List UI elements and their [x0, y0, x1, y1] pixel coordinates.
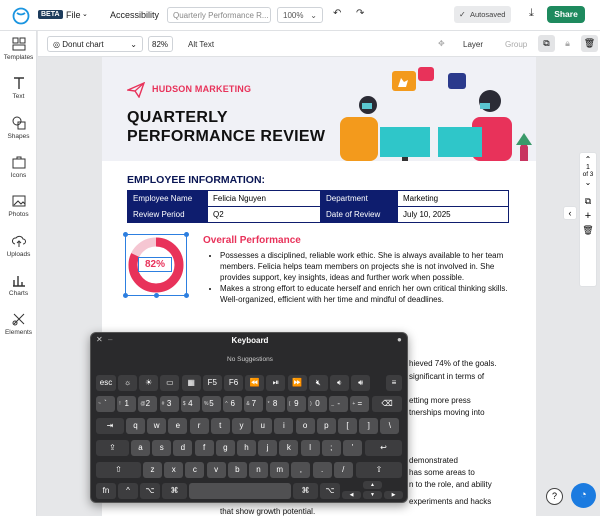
uploads-icon — [12, 234, 26, 248]
key-7[interactable]: & 7 — [244, 396, 263, 412]
suggestions-bar: No Suggestions — [227, 356, 273, 363]
page-up-icon[interactable]: ⌃ — [584, 155, 592, 164]
shift-right-icon[interactable]: ⇧ — [356, 462, 402, 478]
layer-button[interactable]: Layer — [463, 40, 484, 49]
resize-handle[interactable] — [123, 232, 128, 237]
table-cell: Review Period — [128, 207, 208, 223]
check-circle-icon: ✓ — [459, 10, 466, 19]
sidebar-item-label: Templates — [3, 54, 34, 61]
key-3[interactable]: # 3 — [160, 396, 179, 412]
page-down-icon[interactable]: ⌄ — [584, 178, 592, 187]
add-page-icon[interactable]: + — [584, 210, 592, 222]
help-icon[interactable]: ? — [546, 488, 563, 505]
esc-key[interactable]: esc — [96, 375, 116, 391]
brightness-up-icon[interactable]: ☀ — [139, 375, 158, 391]
key-q[interactable]: q — [126, 418, 145, 434]
minimize-icon[interactable]: – — [108, 335, 113, 344]
sidebar-item-photos[interactable] — [0, 194, 37, 218]
key-z[interactable]: z — [143, 462, 162, 478]
key-12[interactable]: + = — [350, 396, 369, 412]
chart-type-select[interactable]: ◎ Donut chart ⌄ — [47, 36, 143, 52]
table-cell: Date of Review — [321, 207, 398, 223]
collapse-panel-button[interactable]: ‹ — [563, 206, 577, 220]
duplicate-icon[interactable]: ⧉ — [538, 35, 555, 52]
donut-label[interactable]: 82% — [138, 257, 172, 272]
table-row — [128, 191, 509, 207]
text-fragment: demonstrated — [409, 456, 458, 465]
download-icon[interactable]: ⤓ — [529, 7, 534, 19]
page-title-line2: PERFORMANCE REVIEW — [127, 128, 326, 145]
resize-handle[interactable] — [184, 293, 189, 298]
arrow-right-icon[interactable]: ▶ — [384, 491, 403, 499]
arrow-left-icon[interactable]: ◀ — [342, 491, 361, 499]
caps-lock-icon[interactable]: ⇪ — [96, 440, 129, 456]
key-h[interactable]: h — [237, 440, 256, 456]
mute-icon[interactable]: 🔇︎ — [309, 375, 328, 391]
move-icon[interactable]: ✥ — [438, 39, 445, 48]
performance-bullets — [220, 250, 520, 305]
arrow-down-icon[interactable]: ▼ — [363, 491, 382, 499]
sidebar-item-label: Elements — [4, 329, 33, 336]
context-toolbar — [38, 31, 600, 57]
table-cell: Employee Name — [128, 191, 208, 207]
key-l[interactable]: l — [301, 440, 320, 456]
text-fragment: has some areas to — [409, 468, 475, 477]
sidebar-item-label: Icons — [10, 172, 27, 179]
key-5[interactable]: % 5 — [202, 396, 221, 412]
command-right-key[interactable]: ⌘ — [293, 483, 318, 499]
key-e[interactable]: e — [168, 418, 187, 434]
shift-left-icon[interactable]: ⇧ — [96, 462, 141, 478]
accessibility-menu[interactable]: Accessibility — [110, 10, 160, 20]
fn-key[interactable]: fn — [96, 483, 116, 499]
key-u[interactable]: u — [253, 418, 272, 434]
return-icon[interactable]: ↩ — [365, 440, 402, 456]
key-11[interactable]: _ - — [329, 396, 348, 412]
percent-input[interactable]: 82% — [148, 36, 173, 52]
volume-up-icon[interactable]: 🔊︎ — [351, 375, 370, 391]
key-o[interactable]: o — [296, 418, 315, 434]
option-left-key[interactable]: ⌥ — [140, 483, 160, 499]
shapes-icon — [12, 116, 26, 130]
f6-key[interactable]: F6 — [224, 375, 243, 391]
key-;[interactable]: ; — [322, 440, 341, 456]
rewind-icon[interactable]: ⏪ — [245, 375, 264, 391]
key-a[interactable]: a — [131, 440, 150, 456]
key-t[interactable]: t — [211, 418, 230, 434]
options-icon[interactable]: ● — [397, 335, 402, 344]
volume-down-icon[interactable]: 🔉︎ — [330, 375, 349, 391]
key-c[interactable]: c — [185, 462, 204, 478]
table-cell: Felicia Nguyen — [208, 191, 321, 207]
sidebar-item-label: Photos — [8, 211, 29, 218]
key-y[interactable]: y — [232, 418, 251, 434]
mission-control-icon[interactable]: ▭ — [160, 375, 179, 391]
text-icon — [12, 76, 26, 90]
key-.[interactable]: . — [313, 462, 332, 478]
employee-info-table — [127, 190, 509, 223]
key-x[interactable]: x — [164, 462, 183, 478]
alt-text-button[interactable]: Alt Text — [188, 40, 215, 49]
keyboard-title: Keyboard — [231, 336, 269, 345]
key-i[interactable]: i — [274, 418, 293, 434]
table-row — [128, 207, 509, 223]
control-key[interactable]: ^ — [118, 483, 138, 499]
sidebar-item-elements[interactable] — [0, 312, 37, 336]
key-'[interactable]: ' — [343, 440, 362, 456]
table-cell: Department — [321, 191, 398, 207]
space-bar[interactable] — [189, 483, 291, 499]
f5-key[interactable]: F5 — [203, 375, 222, 391]
key-p[interactable]: p — [317, 418, 336, 434]
team-illustration — [330, 65, 536, 161]
fast-forward-icon[interactable]: ⏩ — [288, 375, 307, 391]
sidebar-item-charts[interactable] — [0, 273, 37, 297]
paper-plane-icon — [127, 82, 145, 103]
key-6[interactable]: ^ 6 — [223, 396, 242, 412]
donut-chart[interactable] — [125, 234, 187, 296]
table-cell: July 10, 2025 — [398, 207, 509, 223]
text-fragment: hieved 74% of the goals. — [409, 359, 497, 368]
option-right-key[interactable]: ⌥ — [320, 483, 340, 499]
group-button[interactable]: Group — [505, 40, 528, 49]
chat-assistant-icon[interactable]: ◔ — [571, 483, 596, 508]
key-][interactable]: ] — [359, 418, 378, 434]
sidebar-item-label: Charts — [8, 290, 29, 297]
sidebar-item-label: Text — [12, 93, 25, 100]
document-title-input[interactable]: Quarterly Performance R... — [167, 7, 271, 23]
list-icon[interactable]: ≡ — [386, 375, 402, 391]
brightness-down-icon[interactable]: ☼ — [118, 375, 137, 391]
table-cell: Q2 — [208, 207, 321, 223]
delete-page-icon[interactable]: 🗑︎ — [582, 225, 594, 235]
key-s[interactable]: s — [152, 440, 171, 456]
text-fragment: n to the role, and ability — [409, 480, 492, 489]
sidebar-item-icons[interactable] — [0, 155, 37, 179]
launchpad-icon[interactable]: ▦ — [182, 375, 201, 391]
sidebar-item-shapes[interactable] — [0, 116, 37, 140]
resize-handle[interactable] — [123, 293, 128, 298]
left-sidebar — [0, 31, 37, 516]
autosaved-status: ✓ Autosaved — [454, 6, 511, 23]
key-9[interactable]: ( 9 — [287, 396, 306, 412]
overall-performance-heading: Overall Performance — [203, 235, 301, 246]
text-fragment: etting more press — [409, 396, 471, 405]
file-menu[interactable]: File — [66, 10, 81, 20]
key-b[interactable]: b — [228, 462, 247, 478]
key-d[interactable]: d — [173, 440, 192, 456]
key-f[interactable]: f — [195, 440, 214, 456]
sidebar-item-text[interactable] — [0, 76, 37, 100]
sidebar-item-label: Shapes — [7, 133, 30, 140]
text-fragment: that show growth potential. — [220, 507, 316, 516]
key-0[interactable]: ~ ` — [96, 396, 115, 412]
close-icon[interactable]: ✕ — [96, 335, 103, 344]
charts-icon — [12, 273, 26, 287]
key-10[interactable]: ) 0 — [308, 396, 327, 412]
share-button[interactable]: Share — [547, 6, 585, 23]
key-g[interactable]: g — [216, 440, 235, 456]
beta-badge: BETA — [38, 10, 63, 19]
key-2[interactable]: @ 2 — [138, 396, 157, 412]
key-r[interactable]: r — [190, 418, 209, 434]
key-1[interactable]: ! 1 — [117, 396, 136, 412]
sidebar-item-templates[interactable] — [0, 37, 37, 61]
key-/[interactable]: / — [334, 462, 353, 478]
key-,[interactable]: , — [291, 462, 310, 478]
page-title-line1: QUARTERLY — [127, 109, 228, 126]
app-logo-icon[interactable] — [12, 7, 30, 30]
icons-icon — [12, 155, 26, 169]
trash-icon[interactable]: 🗑︎ — [581, 35, 598, 52]
brand-name: HUDSON MARKETING — [152, 84, 252, 94]
lock-icon[interactable]: 🔒︎ — [565, 38, 570, 48]
key-j[interactable]: j — [258, 440, 277, 456]
key-k[interactable]: k — [279, 440, 298, 456]
play-pause-icon[interactable]: ⏯ — [266, 375, 285, 391]
delete-icon[interactable]: ⌫ — [372, 396, 402, 412]
text-fragment: experiments and hacks — [409, 497, 492, 506]
redo-icon[interactable]: ↷ — [356, 8, 365, 19]
key-n[interactable]: n — [249, 462, 268, 478]
text-fragment: significant in terms of — [409, 372, 485, 381]
top-bar — [0, 0, 600, 31]
key-4[interactable]: $ 4 — [181, 396, 200, 412]
list-item: • Possesses a disciplined, reliable work ethic. She is always available to her team members. Felicia helps team members on projects she is not involved in. She provides support, key insights, ideas and further work when possible. — [220, 250, 520, 283]
photos-icon — [12, 194, 26, 208]
key-w[interactable]: w — [147, 418, 166, 434]
onscreen-keyboard — [90, 332, 408, 503]
chevron-down-icon: ⌄ — [82, 11, 88, 18]
tab-icon[interactable]: ⇥ — [96, 418, 124, 434]
page-count: of 3 — [582, 171, 594, 178]
key-[[interactable]: [ — [338, 418, 357, 434]
key-m[interactable]: m — [270, 462, 289, 478]
key-8[interactable]: * 8 — [266, 396, 285, 412]
copy-page-icon[interactable]: ⧉ — [584, 196, 592, 206]
arrow-up-icon[interactable]: ▲ — [363, 481, 382, 489]
zoom-select[interactable]: 100% ⌄ — [277, 7, 323, 23]
undo-icon[interactable]: ↶ — [333, 8, 342, 19]
sidebar-item-uploads[interactable] — [0, 234, 37, 258]
page-number: 1 — [586, 164, 590, 171]
list-item: • Makes a strong effort to educate herself and enrich her own critical thinking skills. Well-organized, efficient with her time and mindful of deadlines. — [220, 283, 520, 305]
text-fragment: tnerships moving into — [409, 408, 485, 417]
command-left-key[interactable]: ⌘ — [162, 483, 187, 499]
donut-icon: ◎ — [53, 40, 60, 49]
employee-info-heading: EMPLOYEE INFORMATION: — [127, 174, 266, 186]
templates-icon — [12, 37, 26, 51]
resize-handle[interactable] — [154, 293, 159, 298]
key-\[interactable]: \ — [380, 418, 399, 434]
elements-icon — [12, 312, 26, 326]
sidebar-item-label: Uploads — [6, 251, 31, 258]
page-navigator — [579, 152, 597, 287]
resize-handle[interactable] — [184, 232, 189, 237]
key-v[interactable]: v — [207, 462, 226, 478]
table-cell: Marketing — [398, 191, 509, 207]
